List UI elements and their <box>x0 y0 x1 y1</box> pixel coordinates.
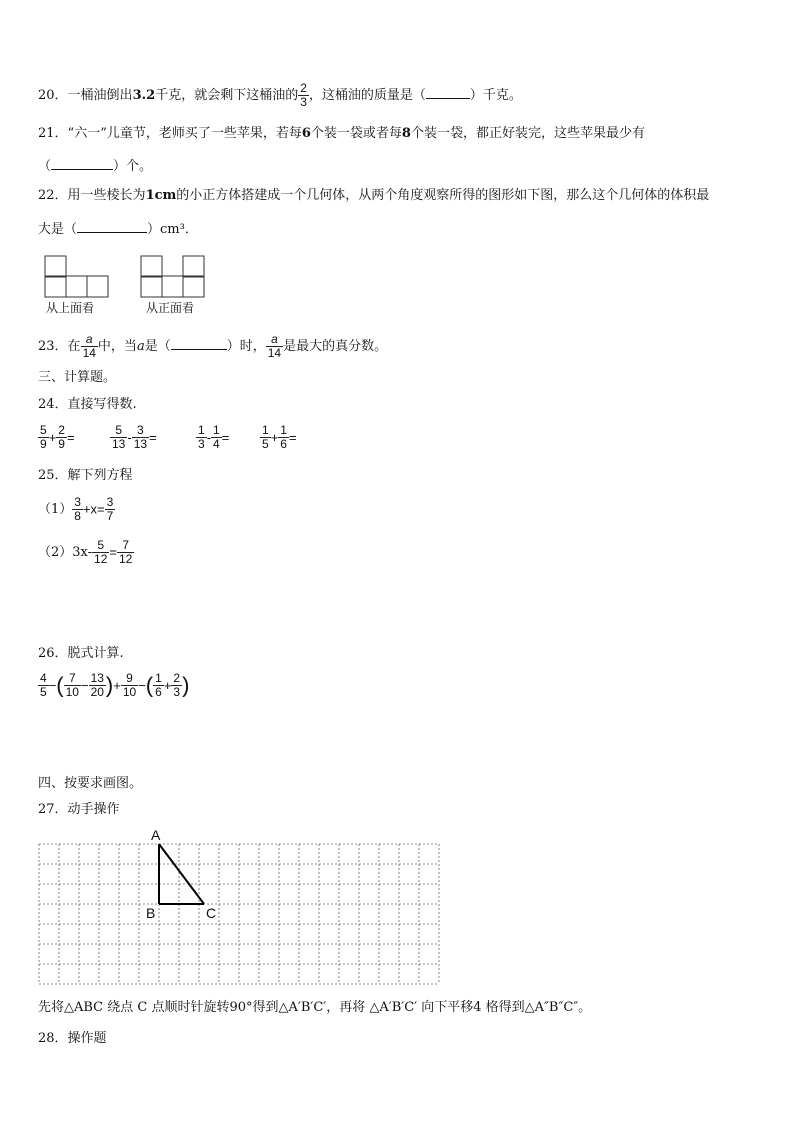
drawing-grid[interactable] <box>36 826 452 988</box>
q25-equation-1: （1） $\frac{3}{8}$ +x= $\frac{3}{7}$ <box>38 495 114 523</box>
q25-equation-2: （2）3x- $\frac{5}{12}$ = $\frac{7}{12}$ <box>38 538 133 566</box>
q24-item-2: $\frac{5}{13}$ - $\frac{3}{13}$ = <box>112 423 157 451</box>
question-21-line2: （ ）个。 <box>38 159 153 174</box>
answer-blank[interactable] <box>171 337 227 350</box>
question-22-line2: 大是（ ）cm³． <box>38 222 198 237</box>
answer-blank[interactable] <box>51 157 113 170</box>
q27-instruction: 先将△ABC 绕点 C 点顺时针旋转90°得到△A′B′C′，再将 △A′B′C′ 向下平移4 格得到△A″B″C″。 <box>38 1000 592 1015</box>
question-20: 20．一桶油倒出3.2千克，就会剩下这桶油的 $\frac{2}{3}$ ，这桶油的质量是（ ）千克。 <box>38 81 522 109</box>
question-23: 23．在 $\frac{a}{14}$ 中，当a是（ ）时， $\frac{a}{14}$ 是最大的真分数。 <box>38 332 388 360</box>
front-view-figure <box>140 255 210 299</box>
q26-expression: $\frac{4}{5}$ −( $\frac{7}{10}$ − $\frac{13}{20}$ )+ $\frac{9}{10}$ −( $\frac{1}{6}$ + $\frac{2}{3}$ ) <box>40 671 190 699</box>
fraction: $\frac{a}{14}$ <box>267 332 282 360</box>
question-26-title: 26．脱式计算. <box>38 646 124 661</box>
front-view-caption: 从正面看 <box>146 301 195 315</box>
section-3-heading: 三、计算题。 <box>38 370 117 385</box>
point-label-c: C <box>206 905 217 921</box>
grid-lines <box>39 844 439 984</box>
answer-blank[interactable] <box>77 220 147 233</box>
question-28-title: 28．操作题 <box>38 1031 107 1046</box>
q24-item-4: $\frac{1}{5}$ + $\frac{1}{6}$ = <box>262 423 297 451</box>
fraction: $\frac{a}{14}$ <box>82 332 96 360</box>
top-view-figure <box>44 255 114 299</box>
point-label-a: A <box>151 827 161 843</box>
question-25-title: 25．解下列方程 <box>38 468 133 483</box>
q24-item-1: $\frac{5}{9}$ + $\frac{2}{9}$ = <box>40 423 75 451</box>
top-view-caption: 从上面看 <box>46 301 95 315</box>
question-27-title: 27．动手操作 <box>38 802 120 817</box>
question-24-title: 24．直接写得数. <box>38 397 137 412</box>
question-21: 21．“六一”儿童节，老师买了一些苹果，若每6个装一袋或者每8个装一袋，都正好装完，这些苹果最少有 <box>38 126 645 141</box>
answer-blank[interactable] <box>426 86 470 99</box>
question-22: 22．用一些棱长为1cm的小正方体搭建成一个几何体，从两个角度观察所得的图形如下图，那么这个几何体的体积最 <box>38 188 710 203</box>
triangle-abc <box>159 844 204 904</box>
fraction: $\frac{2}{3}$ <box>300 81 307 109</box>
q24-item-3: $\frac{1}{3}$ - $\frac{1}{4}$ = <box>198 423 230 451</box>
section-4-heading: 四、按要求画图。 <box>38 776 143 791</box>
point-label-b: B <box>146 905 156 921</box>
